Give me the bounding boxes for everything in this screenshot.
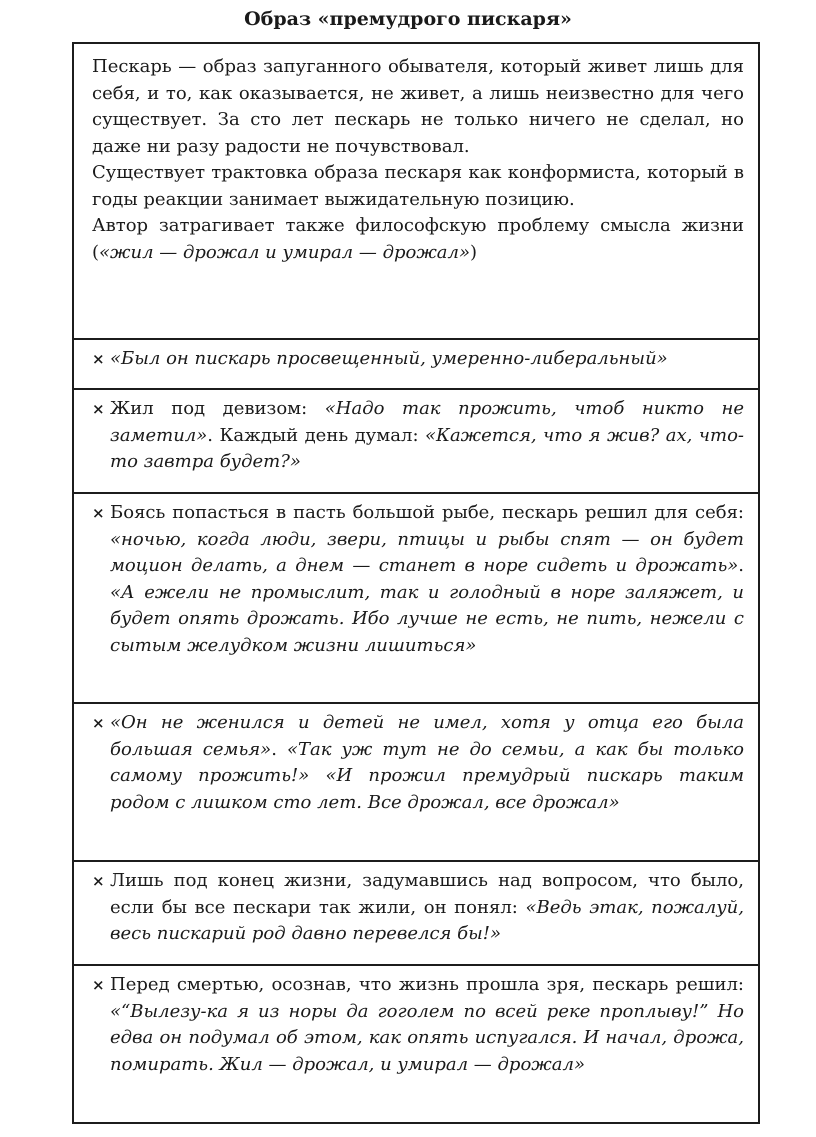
list-item (74, 388, 758, 492)
bullet-cross-icon: × (92, 400, 105, 418)
item-text: . Каждый день думал: (207, 424, 425, 446)
item-quote: «“Вылезу-ка я из норы да гоголем по всей реке проплыву!” Но едва он подумал об этом, как опять испугался. И начал, дрожа, помирать. Жил — дрожал, и умирал — дрожал» (110, 1000, 744, 1075)
item-quote: «А ежели не промыслит, так и голодный в норе заляжет, и будет опять дрожать. Ибо лучше не есть, не пить, нежели с сытым желудком жизни лишиться» (110, 581, 744, 656)
intro-paragraph-1: Пескарь — образ запуганного обывателя, который живет лишь для себя, и то, как оказывается, не живет, а лишь неизвестно для чего существует. За сто лет пескарь не только ничего не сделал, но даже ни разу радости не почувствовал. (92, 56, 744, 157)
item-quote: «Ведь этак, пожалуй, весь пискарий род давно перевелся бы!» (110, 896, 744, 944)
list-item (74, 964, 758, 1122)
intro-paragraph-2: Существует трактовка образа пескаря как конформиста, который в годы реакции занимает выжидательную позицию. (92, 162, 744, 210)
bullet-cross-icon: × (92, 872, 105, 890)
intro-paragraph-3 (92, 213, 744, 266)
page-title: Образ «премудрого пискаря» (244, 8, 572, 30)
bullet-cross-icon: × (92, 350, 105, 368)
bullet-cross-icon: × (92, 714, 105, 732)
item-quote: «ночью, когда люди, звери, птицы и рыбы спят — он будет моцион делать, а днем — станет в норе сидеть и дрожать» (110, 528, 744, 576)
item-quote: «Так уж тут не до семьи, а как бы только самому прожить!» (110, 738, 744, 786)
item-text: Лишь под конец жизни, задумавшись над вопросом, что было, если бы все пескари так жили, он понял: (110, 870, 744, 918)
item-text: Боясь попасться в пасть большой рыбе, пескарь решил для себя: (110, 502, 744, 523)
intro-cell (74, 44, 758, 338)
item-quote: «И прожил премудрый пискарь таким родом с лишком сто лет. Все дрожал, все дрожал» (110, 765, 744, 813)
intro-paragraph-3-quote: «жил — дрожал и умирал — дрожал» (99, 241, 471, 263)
item-quote: «Был он пискарь просвещенный, умеренно-либеральный» (110, 348, 668, 369)
item-quote: «Надо так прожить, чтоб никто не заметил» (110, 398, 745, 446)
bullet-cross-icon: × (92, 504, 105, 522)
intro-paragraph-3-end: ) (470, 241, 478, 263)
item-text (309, 765, 325, 786)
item-text: . (738, 555, 744, 576)
item-quote: «Он не женился и детей не имел, хотя у отца его была большая семья» (110, 712, 744, 760)
item-text: . (271, 738, 287, 760)
list-item (74, 860, 758, 964)
bullet-cross-icon: × (92, 976, 105, 994)
item-text: Жил под девизом: (110, 398, 325, 419)
intro-paragraph-3-text: Автор затрагивает также философскую проблему смысла жизни ( (92, 215, 744, 263)
item-quote: «Кажется, что я жив? ах, что-то завтра будет?» (110, 424, 744, 472)
content-table (72, 42, 760, 1124)
item-text: Перед смертью, осознав, что жизнь прошла зря, пескарь решил: (110, 974, 744, 995)
list-item (74, 702, 758, 860)
list-item (74, 338, 758, 388)
list-item (74, 492, 758, 702)
